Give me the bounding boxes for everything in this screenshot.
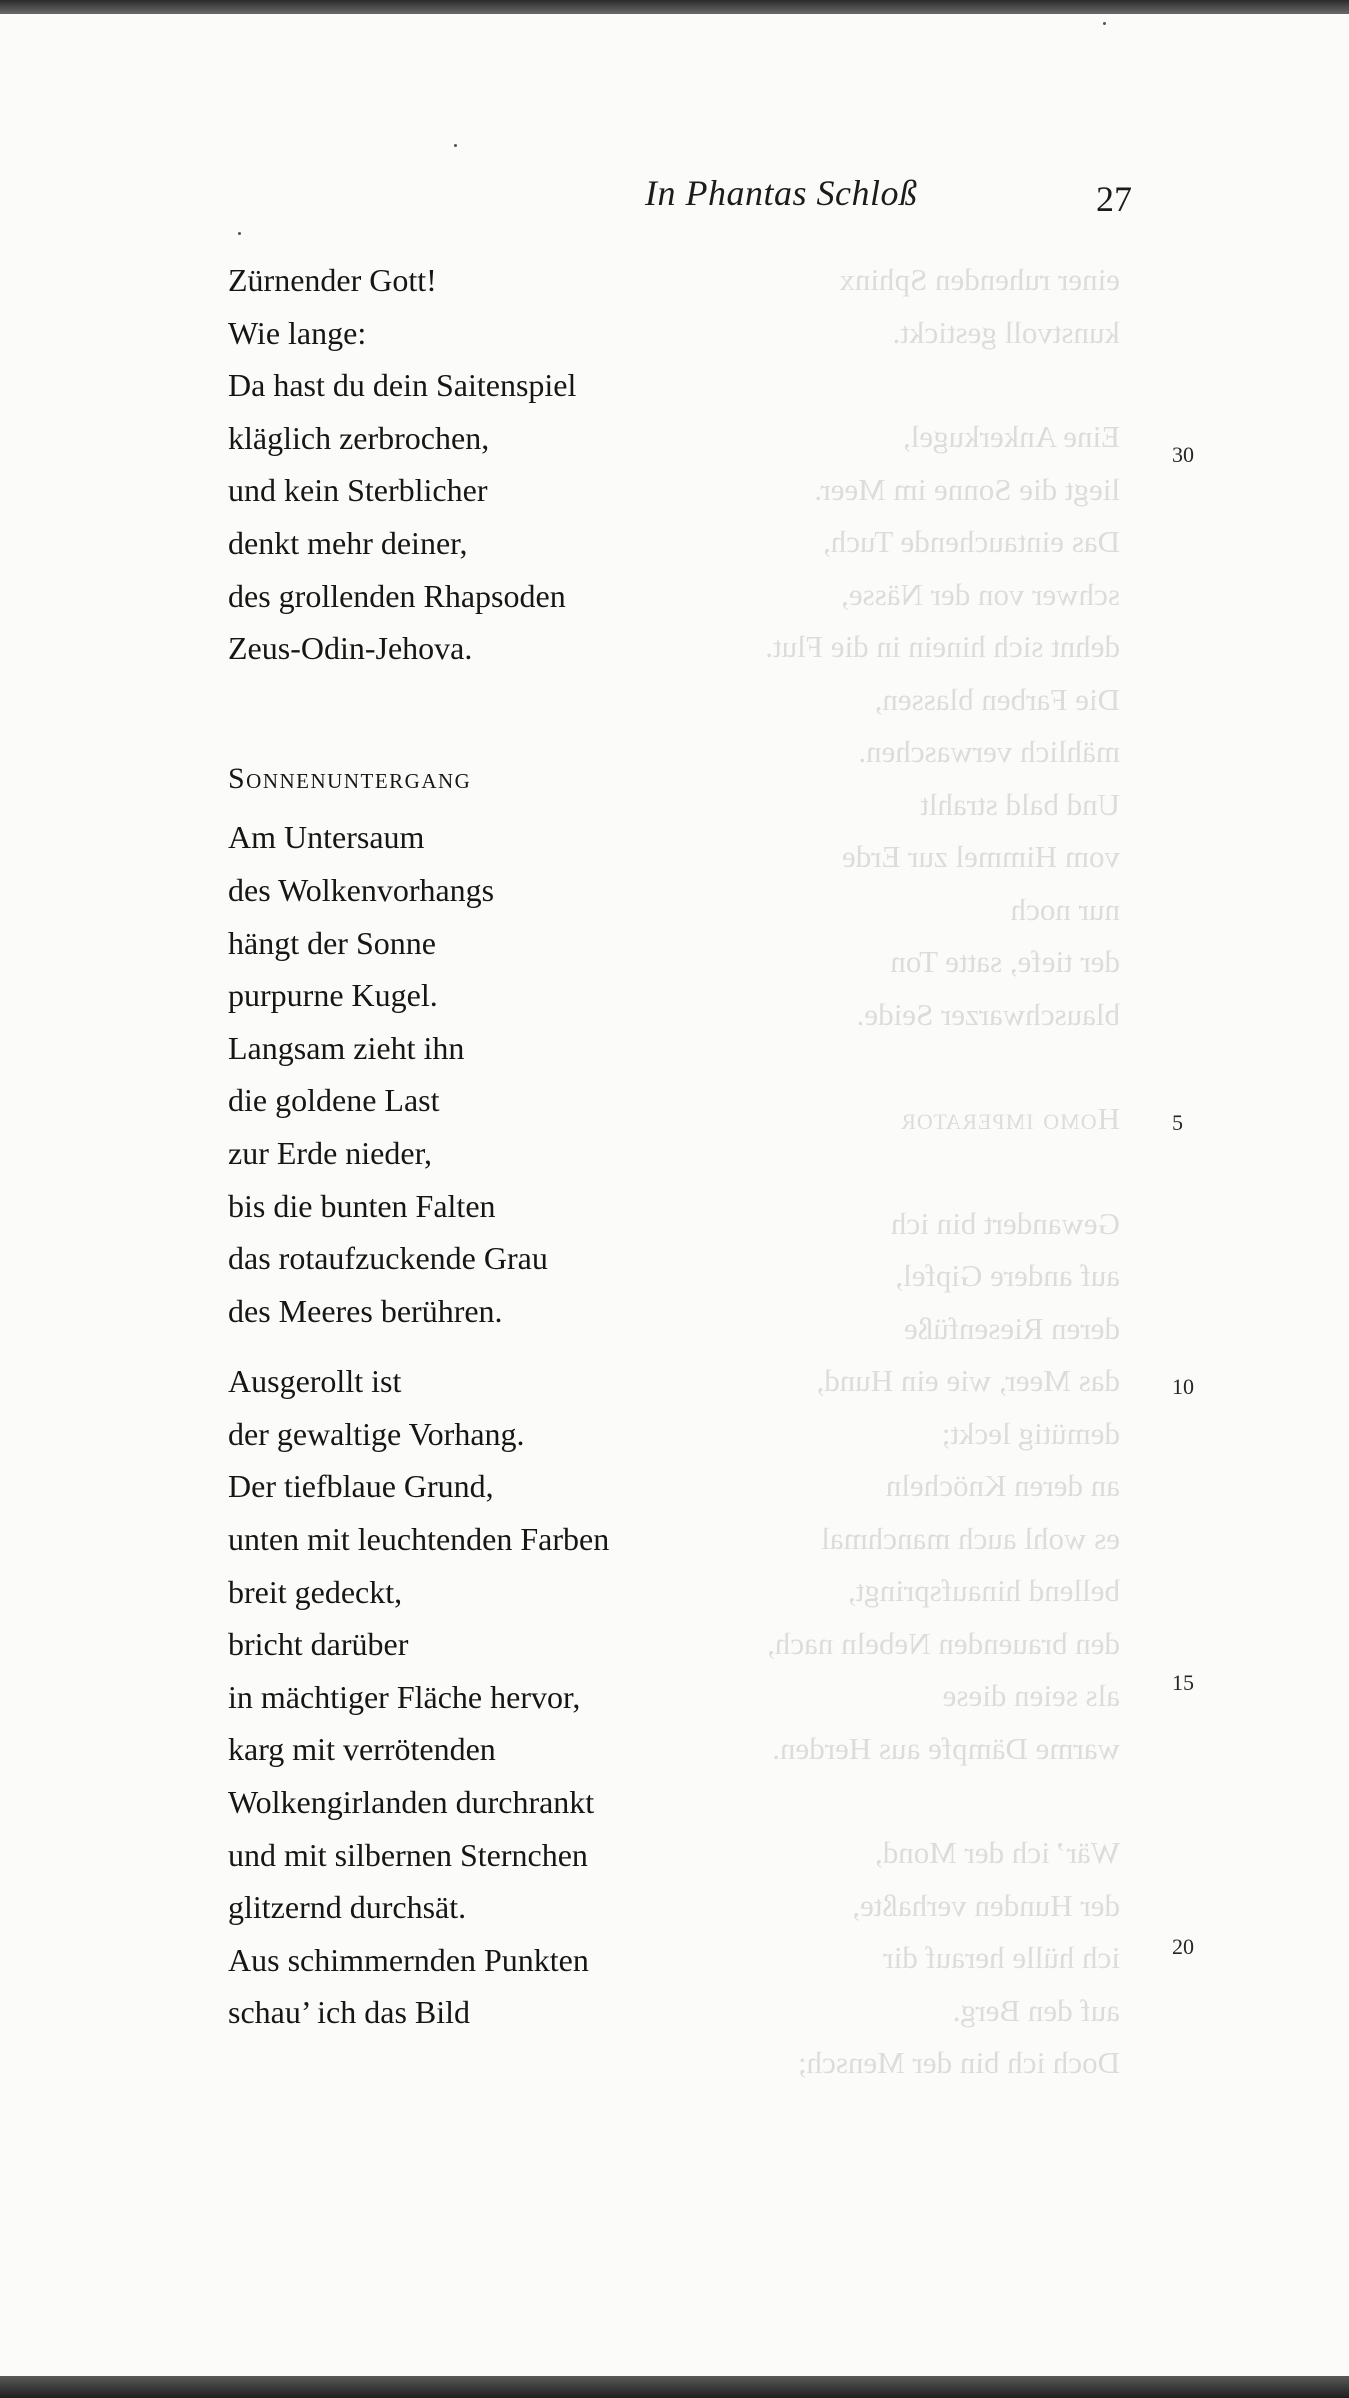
verse-line: bricht darüber xyxy=(228,1626,409,1663)
line-number: 10 xyxy=(1172,1374,1194,1399)
line-number: 30 xyxy=(1172,442,1194,467)
stanza-3 xyxy=(228,1355,928,2039)
verse-line: des Wolkenvorhangs xyxy=(228,871,495,908)
verse-line: zur Erde nieder, xyxy=(228,1134,432,1171)
line-number: 15 xyxy=(1172,1670,1194,1695)
verse-line: bis die bunten Falten xyxy=(228,1187,496,1224)
verse-line: Ausgerollt ist xyxy=(228,1363,402,1400)
verse-line: Der tiefblaue Grund, xyxy=(228,1468,494,1505)
verse-line: Zeus-Odin-Jehova. xyxy=(228,630,473,667)
show-through-text: einer ruhenden Sphinx kunstvoll gestickt. Eine Ankerkugel, liegt die Sonne im Meer. Das eintauchende Tuch, schwer von der Nässe, dehnt sich hinein in die Flut. Die Farben blassen, mählich verwaschen. Und bald strahlt vom Himmel zur Erde nur noch der tiefe, satte Ton blauschwarzer Seide. Homo imperator Gewandert bin ich auf andere Gipfel, deren Riesenfüße das Meer, wie ein Hund, demütig leckt; an deren Knöcheln es wohl auch manchmal bellend hinaufspringt, den brauenden Nebeln nach, als seien diese warme Dämpfe aus Herden. Wär’ ich der Mond, der Hunden verhaßte, ich hülle herauf dir auf den Berg. Doch ich bin der Mensch; xyxy=(765,262,1120,2080)
verse-line: Da hast du dein Saitenspiel xyxy=(228,367,577,404)
verse-line: denkt mehr deiner, xyxy=(228,524,468,561)
verse-line: das rotaufzuckende Grau xyxy=(228,1240,548,1277)
book-page xyxy=(0,14,1349,2376)
running-title: In Phantas Schloß xyxy=(645,173,918,213)
verse-line: schau’ ich das Bild xyxy=(228,1994,471,2031)
verse-line: der gewaltige Vorhang. xyxy=(228,1415,525,1452)
poem-body xyxy=(228,254,928,2039)
stanza-1 xyxy=(228,254,928,675)
verse-line: unten mit leuchtenden Farben xyxy=(228,1521,610,1558)
verse-line: glitzernd durchsät. xyxy=(228,1889,467,1926)
verse-line: karg mit verrötenden xyxy=(228,1731,496,1768)
line-number: 5 xyxy=(1172,1110,1183,1135)
verse-line: Am Untersaum xyxy=(228,819,425,856)
scan-top-edge xyxy=(0,0,1349,14)
scan-speck xyxy=(1103,22,1106,25)
verse-line: Zürnender Gott! xyxy=(228,262,437,298)
verse-line: des grollenden Rhapsoden xyxy=(228,577,566,614)
verse-line: purpurne Kugel. xyxy=(228,977,438,1014)
scan-speck xyxy=(454,144,457,147)
verse-line: und kein Sterblicher xyxy=(228,472,488,509)
scan-speck xyxy=(238,232,241,235)
stanza-gap xyxy=(228,1337,928,1355)
verse-line: kläglich zerbrochen, xyxy=(228,419,490,456)
page-number: 27 xyxy=(1096,179,1132,219)
line-number: 20 xyxy=(1172,1934,1194,1959)
verse-line: hängt der Sonne xyxy=(228,924,436,961)
stanza-gap xyxy=(228,675,928,727)
verse-line: Aus schimmernden Punkten xyxy=(228,1941,589,1978)
verse-line: und mit silbernen Sternchen xyxy=(228,1836,588,1873)
section-heading: Sonnenuntergang xyxy=(228,761,472,795)
stanza-2 xyxy=(228,811,928,1337)
verse-line: in mächtiger Fläche hervor, xyxy=(228,1678,581,1715)
verse-line: des Meeres berühren. xyxy=(228,1292,503,1329)
verse-line: die goldene Last xyxy=(228,1082,440,1119)
verse-line: breit gedeckt, xyxy=(228,1573,403,1610)
verse-line: Wie lange: xyxy=(228,314,367,351)
verse-line: Langsam zieht ihn xyxy=(228,1029,465,1066)
verse-line: Wolkengirlanden durchrankt xyxy=(228,1784,595,1821)
scan-bottom-edge xyxy=(0,2376,1349,2398)
